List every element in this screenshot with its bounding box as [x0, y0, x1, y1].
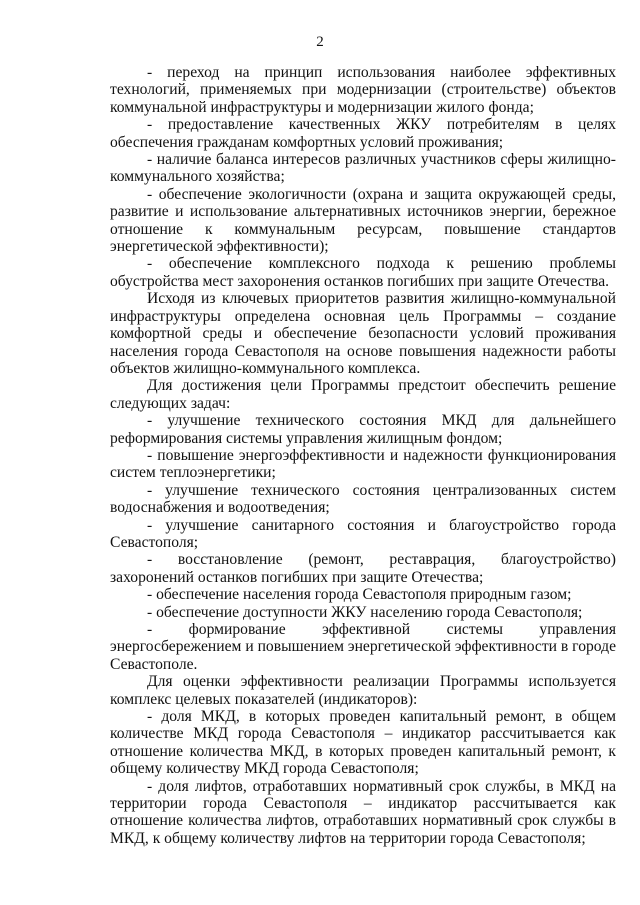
paragraph: - улучшение технического состояния МКД для дальнейшего реформирования системы управления жилищным фондом; — [110, 412, 616, 447]
paragraph: - улучшение санитарного состояния и благоустройство города Севастополя; — [110, 516, 616, 551]
paragraph: - обеспечение населения города Севастополя природным газом; — [147, 586, 572, 604]
paragraph: - доля МКД, в которых проведен капитальный ремонт, в общем количестве МКД города Севастополя – индикатор рассчитывается как отношение количества МКД, в которых проведен капитальный ремонт, к общему количеству МКД города Севастополя; — [110, 708, 616, 778]
paragraph: Исходя из ключевых приоритетов развития жилищно-коммунальной инфраструктуры определена основная цель Программы – создание комфортной среды и обеспечение безопасности условий проживания населения города Севастополя на основе повышения надежности работы объектов жилищно-коммунального комплекса. — [110, 290, 616, 377]
paragraph: - восстановление (ремонт, реставрация, благоустройство) захоронений останков погибших при защите Отечества; — [110, 551, 616, 586]
paragraph: - наличие баланса интересов различных участников сферы жилищно-коммунального хозяйства; — [110, 151, 616, 186]
page-number: 2 — [316, 34, 324, 50]
paragraph: - повышение энергоэффективности и надежности функционирования систем теплоэнергетики; — [110, 446, 616, 482]
document-body — [110, 64, 616, 847]
paragraph: - доля лифтов, отработавших нормативный срок службы, в МКД на территории города Севастополя – индикатор рассчитывается как отношение количества лифтов, отработавших нормативный срок службы в МКД, к общему количеству лифтов на территории города Севастополя; — [110, 777, 616, 847]
paragraph: - формирование эффективной системы управления энергосбережением и повышением энергетической эффективности в городе Севастополе. — [110, 621, 616, 673]
paragraph: - обеспечение экологичности (охрана и защита окружающей среды, развитие и использование альтернативных источников энергии, бережное отношение к коммунальным ресурсам, повышение стандартов энергетической эффективности); — [110, 185, 616, 256]
paragraph: - обеспечение комплексного подхода к решению проблемы обустройства мест захоронения останков погибших при защите Отечества. — [110, 255, 616, 290]
paragraph: - переход на принцип использования наиболее эффективных технологий, применяемых при модернизации (строительстве) объектов коммунальной инфраструктуры и модернизации жилого фонда; — [110, 64, 616, 116]
paragraph: - улучшение технического состояния централизованных систем водоснабжения и водоотведения; — [110, 481, 616, 517]
paragraph: - предоставление качественных ЖКУ потребителям в целях обеспечения гражданам комфортных условий проживания; — [110, 116, 616, 151]
paragraph: Для оценки эффективности реализации Программы используется комплекс целевых показателей (индикаторов): — [110, 673, 616, 708]
paragraph: - обеспечение доступности ЖКУ населению города Севастополя; — [147, 603, 583, 621]
paragraph: Для достижения цели Программы предстоит обеспечить решение следующих задач: — [110, 377, 616, 412]
